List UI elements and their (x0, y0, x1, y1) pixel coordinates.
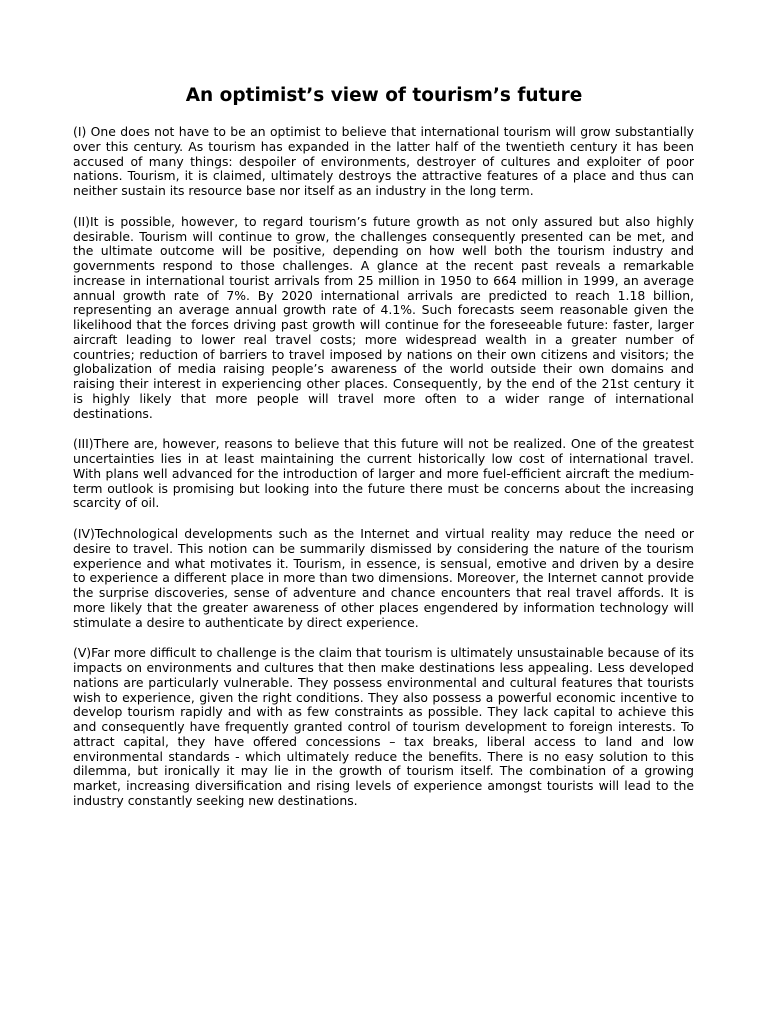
paragraph-2: (II)It is possible, however, to regard tourism’s future growth as not only assured but also highly desirable. Tourism will continue to grow, the challenges consequently presented can be met, and the ultimate outcome will be positive, depending on how well both the tourism industry and governments respond to those challenges. A glance at the recent past reveals a remarkable increase in international tourist arrivals from 25 million in 1950 to 664 million in 1999, an average annual growth rate of 7%. By 2020 international arrivals are predicted to reach 1.18 billion, representing an average annual growth rate of 4.1%. Such forecasts seem reasonable given the likelihood that the forces driving past growth will continue for the foreseeable future: faster, larger aircraft leading to lower real travel costs; more widespread wealth in a greater number of countries; reduction of barriers to travel imposed by nations on their own citizens and visitors; the globalization of media raising people’s awareness of the world outside their own domains and raising their interest in experiencing other places. Consequently, by the end of the 21st century it is highly likely that more people will travel more often to a wider range of international destinations. (73, 213, 694, 421)
document-title: An optimist’s view of tourism’s future (185, 85, 583, 106)
paragraph-3: (III)There are, however, reasons to believe that this future will not be realized. One of the greatest uncertainties lies in at least maintaining the current historically low cost of international travel. With plans well advanced for the introduction of larger and more fuel-efficient aircraft the medium-term outlook is promising but looking into the future there must be concerns about the increasing scarcity of oil. (73, 436, 694, 511)
paragraph-1: (I) One does not have to be an optimist to believe that international tourism will grow substantially over this century. As tourism has expanded in the latter half of the twentieth century it has been accused of many things: despoiler of environments, destroyer of cultures and exploiter of poor nations. Tourism, it is claimed, ultimately destroys the attractive features of a place and thus can neither sustain its resource base nor itself as an industry in the long term. (73, 124, 694, 198)
document-body (73, 125, 694, 825)
paragraph-4: (IV)Technological developments such as the Internet and virtual reality may reduce the need or desire to travel. This notion can be summarily dismissed by considering the nature of the tourism experience and what motivates it. Tourism, in essence, is sensual, emotive and driven by a desire to experience a different place in more than two dimensions. Moreover, the Internet cannot provide the surprise discoveries, sense of adventure and chance encounters that real travel affords. It is more likely that the greater awareness of other places engendered by information technology will stimulate a desire to authenticate by direct experience. (73, 526, 694, 630)
paragraph-5: (V)Far more difficult to challenge is the claim that tourism is ultimately unsustainable because of its impacts on environments and cultures that then make destinations less appealing. Less developed nations are particularly vulnerable. They possess environmental and cultural features that tourists wish to experience, given the right conditions. They also possess a powerful economic incentive to develop tourism rapidly and with as few constraints as possible. They lack capital to achieve this and consequently have frequently granted control of tourism development to foreign interests. To attract capital, they have offered concessions – tax breaks, liberal access to land and low environmental standards - which ultimately reduce the benefits. There is no easy solution to this dilemma, but ironically it may lie in the growth of tourism itself. The combination of a growing market, increasing diversification and rising levels of experience amongst tourists will lead to the industry constantly seeking new destinations. (73, 645, 694, 808)
